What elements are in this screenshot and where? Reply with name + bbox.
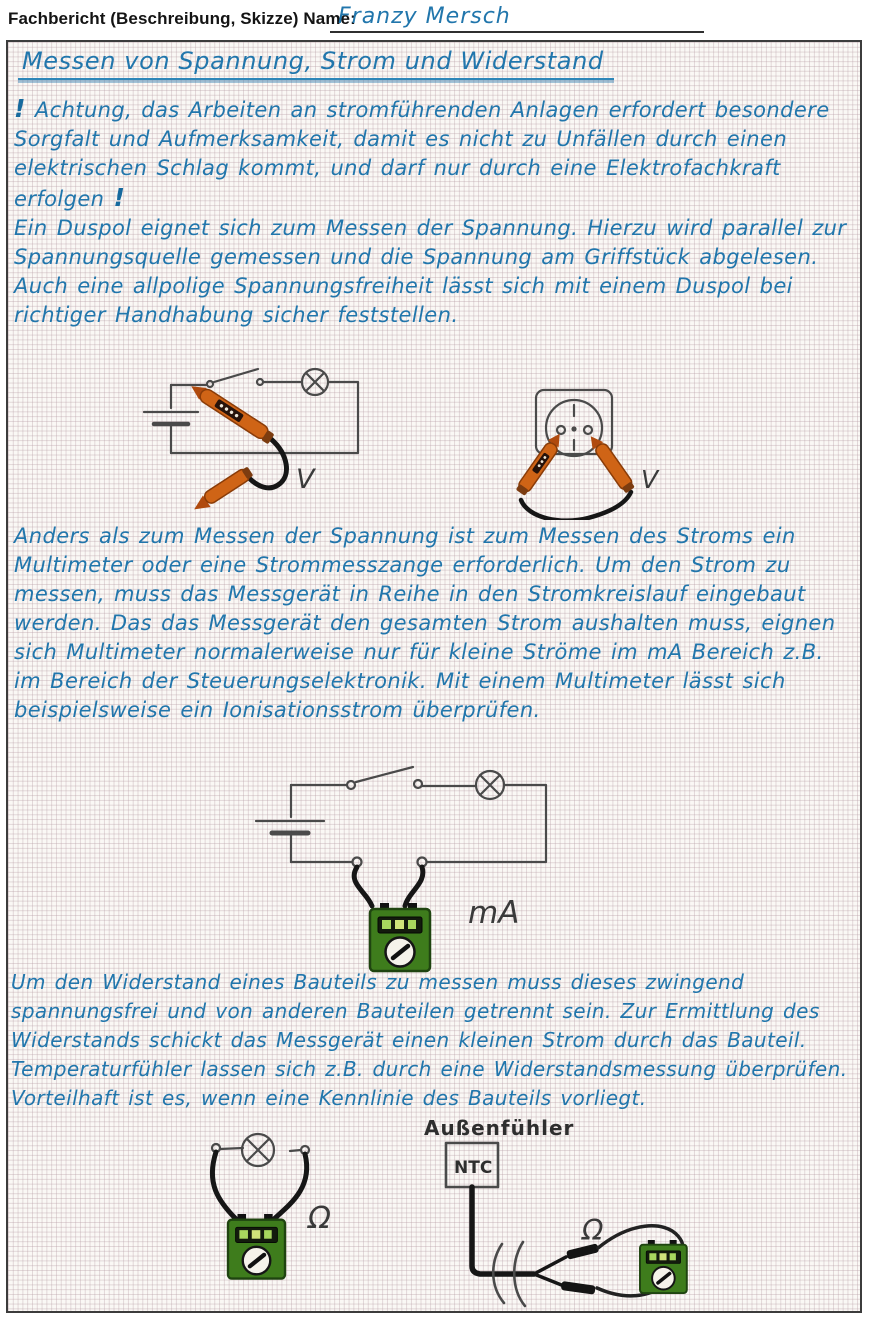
form-header	[0, 0, 872, 40]
switch-icon	[207, 369, 263, 387]
resistance-paragraph: Um den Widerstand eines Bauteils zu messen muss dieses zwingend spannungsfrei und von anderen Bauteilen getrennt sein. Zur Ermittlung des Widerstands schickt das Messgerät einen kleinen Strom durch das Bauteil. Temperaturfühler lassen sich z.B. durch eine Widerstandsmessung überprüfen. Vorteilhaft ist es, wenn eine Kennlinie des Bauteils vorliegt.	[11, 970, 848, 1110]
meter-lead	[212, 1152, 236, 1219]
battery-icon	[256, 785, 324, 862]
ohm-label: Ω	[308, 1201, 331, 1236]
exclamation-start: !	[14, 94, 26, 123]
duspol-probe-icon	[516, 430, 566, 496]
report-sheet	[6, 40, 862, 1313]
duspol-cable	[249, 439, 286, 488]
meter-lead	[354, 867, 372, 906]
form-header-label: Fachbericht (Beschreibung, Skizze) Name:	[8, 9, 356, 28]
warning-text: Achtung, das Arbeiten an stromführenden Anlagen erfordert besondere Sorgfalt und Aufmerksamkeit, damit es nicht zu Unfällen durch einen elektrischen Schlag kommt, und darf nur durch eine Elektrofachkraft erfolgen	[14, 98, 830, 211]
circuit-wires	[291, 785, 546, 862]
voltage-paragraph: Ein Duspol eignet sich zum Messen der Spannung. Hierzu wird parallel zur Spannungsquelle gemessen und die Spannung am Griffstück abgelesen. Auch eine allpolige Spannungsfreiheit lässt sich mit einem Duspol bei richtiger Handhabung sicher feststellen.	[14, 216, 847, 327]
current-unit-label: mA	[468, 895, 520, 931]
meter-lead	[405, 867, 423, 906]
voltage-label: V	[641, 465, 659, 494]
multimeter-icon	[228, 1214, 285, 1279]
name-underline	[330, 31, 704, 33]
ntc-box	[446, 1143, 498, 1187]
lamp-icon	[476, 771, 504, 799]
ohm-label: Ω	[582, 1214, 604, 1247]
duspol-probe-icon	[187, 380, 275, 444]
sketch-socket-test	[516, 350, 756, 520]
multimeter-icon	[370, 903, 430, 971]
handwritten-name: Franzy Mersch	[338, 4, 511, 29]
duspol-probe-icon	[586, 432, 636, 495]
lamp-icon	[212, 1134, 309, 1166]
duspol-cable	[521, 492, 631, 520]
sensor-cable	[472, 1187, 534, 1274]
exclamation-end: !	[113, 183, 126, 212]
sketch-resistance-lamp	[116, 1098, 376, 1283]
warning-paragraph	[14, 94, 846, 214]
sensor-title: Außenfühler	[424, 1116, 575, 1140]
duspol-probe-icon	[190, 466, 255, 515]
sketch-resistance-sensor	[416, 1110, 856, 1310]
multimeter-icon	[640, 1240, 687, 1293]
current-paragraph: Anders als zum Messen der Spannung ist zum Messen des Stroms ein Multimeter oder eine Strommesszange erforderlich. Um den Strom zu messen, muss das Messgerät in Reihe in den Stromkreislauf eingebaut werden. Das das Messgerät den gesamten Strom aushalten muss, eignen sich Multimeter normalerweise nur für kleine Ströme im mA Bereich z.B. im Bereich der Steuerungselektronik. Mit einem Multimeter lässt sich beispielsweise ein Ionisationsstrom überprüfen.	[14, 524, 836, 722]
split-wire	[534, 1257, 566, 1286]
switch-icon	[347, 767, 422, 789]
sketch-voltage-circuit	[96, 330, 496, 515]
meter-lead	[274, 1154, 307, 1219]
lamp-icon	[302, 369, 328, 395]
sketch-current-circuit	[196, 755, 656, 975]
voltage-label: V	[296, 464, 315, 495]
battery-icon	[144, 385, 198, 453]
probe-plug-icon	[561, 1281, 596, 1295]
ntc-label: NTC	[454, 1158, 493, 1178]
report-title: Messen von Spannung, Strom und Widerstand	[18, 47, 614, 80]
